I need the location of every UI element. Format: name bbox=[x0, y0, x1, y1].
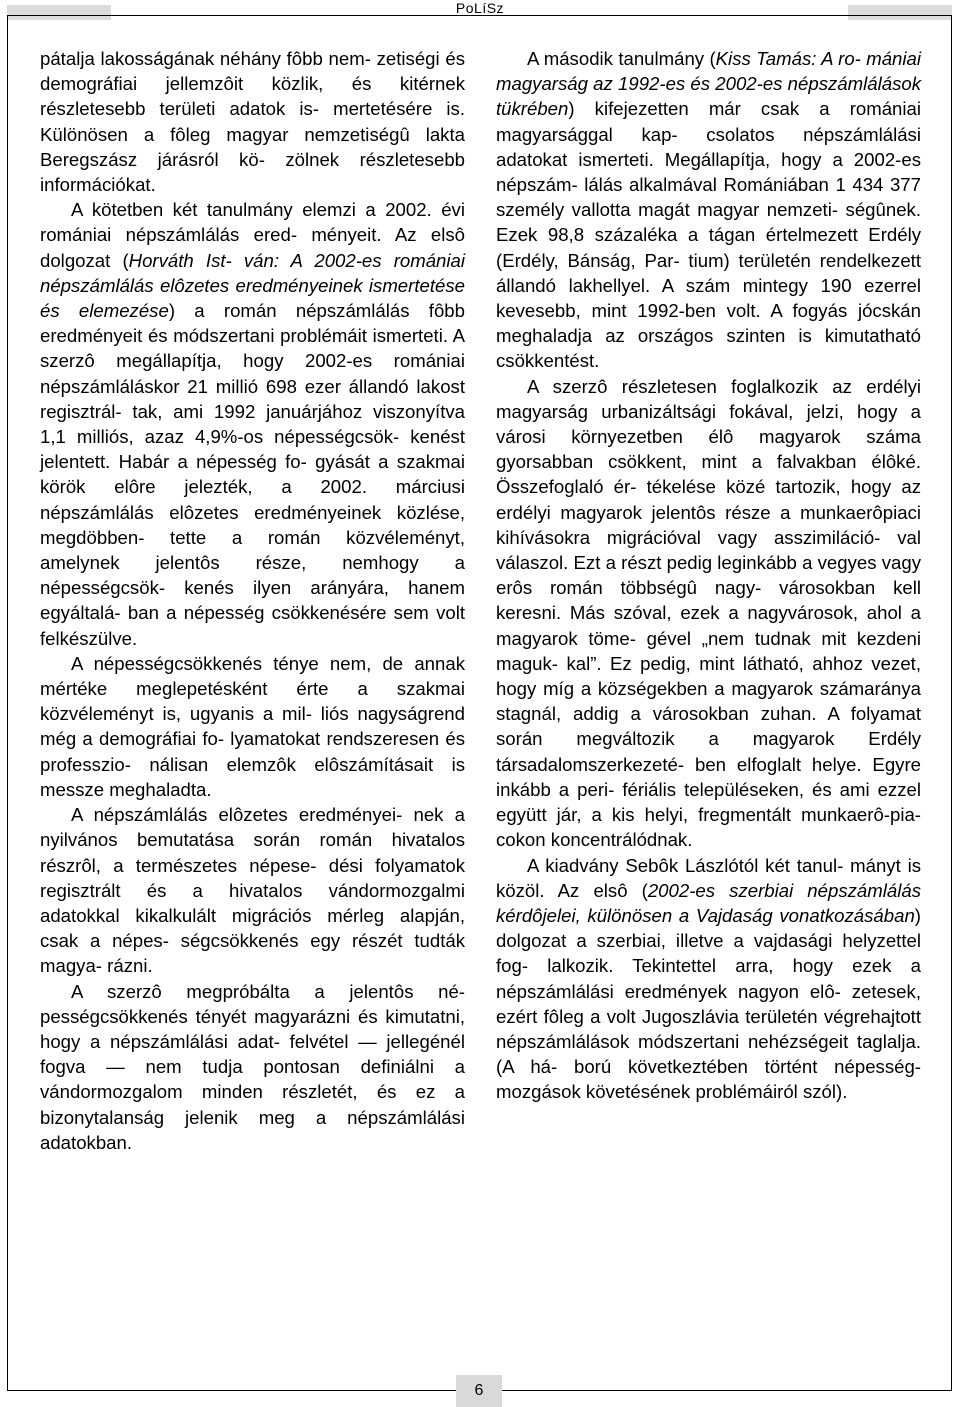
paragraph bbox=[40, 46, 465, 197]
text-run: ) kifejezetten már csak a romániai magyarsággal kap- csolatos népszámlálási adatokat ismerteti. Megállapítja, hogy a 2002-es népszám- lálás alkalmával Romániában 1 434 377 személy vallotta magát magyar nemzeti- ségûnek. Ezek 98,8 százaléka a tágan értelmezett Erdély (Erdély, Bánság, Par- tium) területén rendelkezett állandó lakhellyel. A szám mintegy 190 ezerrel kevesebb, mint 1992-ben volt. A fogyás jócskán meghaladja az országos szinten is kimutatható csökkentést. bbox=[496, 98, 921, 372]
text-run: A szerzô részletesen foglalkozik az erdélyi magyarság urbanizáltsági fokával, jelzi, hogy a városi környezetben élô magyarok száma gyorsabban csökkent, mint a falvakban élôké. Összefoglaló ér- tékelése közé tartozik, hogy az erdélyi magyarok jelentôs része a munkaerôpiaci kihívásokra migrációval vagy asszimiláció- val válaszol. Ezt a részt pedig leginkább a vegyes vagy erôs román többségû nagy- városokban kell keresni. Más szóval, ezek a nagyvárosok, ahol a magyarok töme- gével „nem tudnak mit kezdeni maguk- kal”. Ez pedig, mint látható, ahhoz vezet, hogy míg a községekben a magyarok számaránya stagnál, addig a városokban zuhan. A folyamat során megváltozik a magyarok Erdély társadalomszerkezeté- ben elfoglalt helye. Egyre inkább a peri- fériális településeken, és ami ezzel együtt jár, a kis helyi, fregmentált munkaerô-pia- cokon koncentrálódnak. bbox=[496, 375, 921, 851]
paragraph bbox=[40, 979, 465, 1155]
text-run: A népszámlálás elôzetes eredményei- nek a nyilvános bemutatása során román hivatalos részrôl, a természetes népese- dési folyamatok regisztrált és a hivatalos vándormozgalmi adatokkal kikalkulált migrációs mérleg alapján, csak a népes- ségcsökkenés egy részét tudták magya- rázni. bbox=[40, 804, 465, 977]
paragraph bbox=[496, 46, 921, 374]
page-number: 6 bbox=[456, 1375, 502, 1407]
text-run: A kötetben két tanulmány elemzi a 2002. évi romániai népszámlálás ered- ményeit. Az elsô dolgozat ( bbox=[40, 199, 465, 271]
running-header: PoLíSz bbox=[455, 0, 505, 16]
paragraph bbox=[496, 374, 921, 853]
paragraph bbox=[40, 802, 465, 978]
paragraph bbox=[40, 197, 465, 651]
text-run: ) dolgozat a szerbiai, illetve a vajdasági helyzettel fog- lalkozik. Tekintettel arra, hogy ezek a népszámlálási eredmények nagyon elô- zetesek, ezért fôleg a volt Jugoszlávia területén végrehajtott népszámlálások módszertani nehézségeit taglalja. (A há- ború következtében történt népesség- mozgások követésének problémáiról szól). bbox=[496, 904, 921, 1103]
italic-title: 2002-es szerbiai népszámlálás kérdôjelei, különösen a Vajdaság vonatkozásában bbox=[496, 879, 921, 926]
right-column bbox=[496, 46, 921, 1105]
text-run: A kiadvány Sebôk Lászlótól két tanul- mányt is közöl. Az elsô ( bbox=[496, 854, 921, 901]
italic-title: Kiss Tamás: A ro- mániai magyarság az 1992-es és 2002-es népszámlálások tükrében bbox=[496, 48, 921, 120]
paragraph bbox=[40, 651, 465, 802]
text-run: ) a román népszámlálás fôbb eredményeit és módszertani problémáit ismerteti. A szerzô megállapítja, hogy 2002-es romániai népszámláláskor 21 millió 698 ezer állandó lakost regisztrál- tak, ami 1992 januárjához viszonyítva 1,1 milliós, azaz 4,9%-os népességcsök- kenést jelentett. Habár a népesség fo- gyását a szakmai körök elôre jelezték, a 2002. márciusi népszámlálás elôzetes eredményeinek közlése, megdöbben- tette a román közvéleményt, amelynek jelentôs része, nemhogy a népességcsök- kenés ilyen arányára, hanem egyáltalá- ban a népesség csökkenésére sem volt felkészülve. bbox=[40, 300, 465, 649]
text-run: A második tanulmány ( bbox=[527, 48, 716, 69]
text-run: A szerzô megpróbálta a jelentôs né- pességcsökkenés tényét magyarázni és kimutatni, hogy a népszámlálási adat- felvétel — jellegénél fogva — nem tudja pontosan definiálni a vándormozgalom minden részletét, és ez a bizonytalanság jelenik meg a népszámlálási adatokban. bbox=[40, 980, 465, 1153]
text-run: pátalja lakosságának néhány fôbb nem- zetiségi és demográfiai jellemzôit közlik, és kitérnek részletesebb területi adatok is- mertetésére is. Különösen a fôleg magyar nemzetiségû lakta Beregszász járásról kö- zölnek részletesebb információkat. bbox=[40, 48, 465, 196]
left-column bbox=[40, 46, 465, 1155]
paragraph bbox=[496, 853, 921, 1105]
italic-title: Horváth Ist- ván: A 2002-es romániai népszámlálás elôzetes eredményeinek ismertetése és elemezése bbox=[40, 249, 465, 322]
text-run: A népességcsökkenés ténye nem, de annak mértéke meglepetésként érte a szakmai közvéleményt is, ugyanis a mil- liós nagyságrend még a demográfiai fo- lyamatokat rendszeresen és professzio- nálisan elemzôk elôszámításait is messze meghaladta. bbox=[40, 652, 465, 800]
